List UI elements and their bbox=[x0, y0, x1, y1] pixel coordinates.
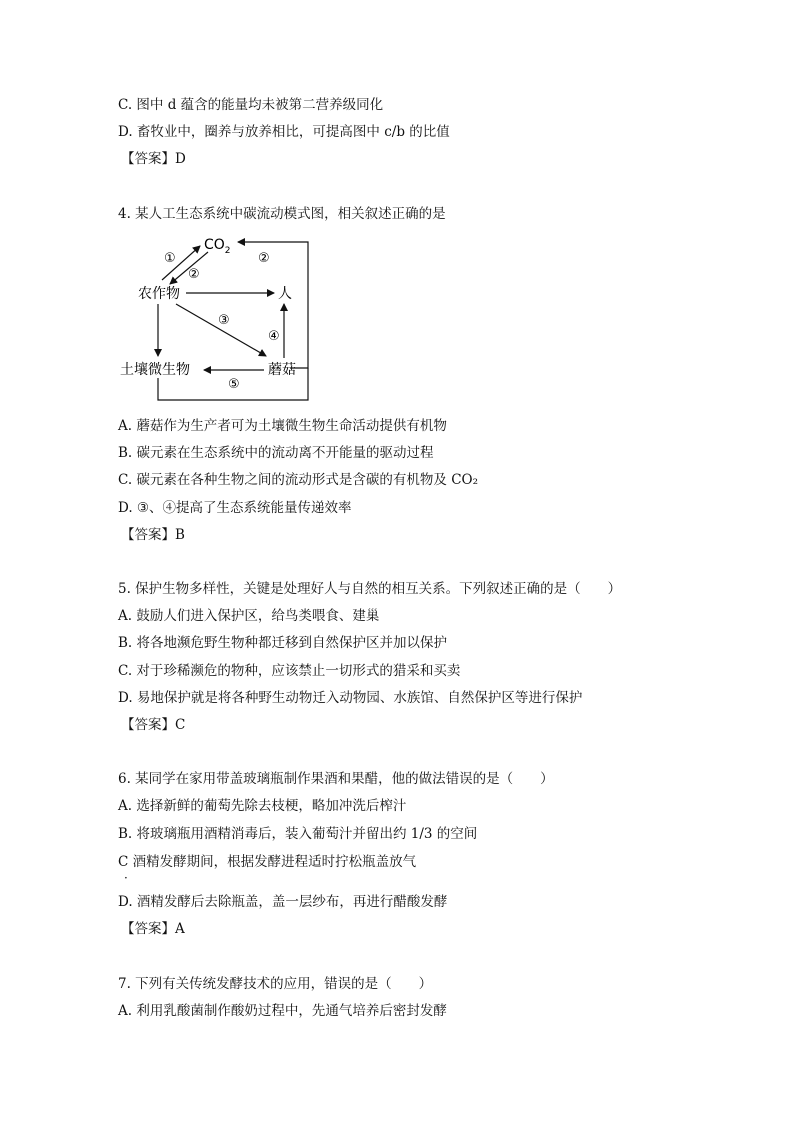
answer-prev: 【答案】D bbox=[121, 151, 186, 167]
label-1: ① bbox=[164, 251, 176, 266]
q6-option-a: A. 选择新鲜的葡萄先除去枝梗，略加冲洗后榨汁 bbox=[118, 798, 407, 814]
carbon-flow-diagram bbox=[118, 232, 318, 404]
q5-answer: 【答案】C bbox=[121, 717, 186, 733]
label-5: ⑤ bbox=[228, 377, 240, 392]
q4-option-c: C. 碳元素在各种生物之间的流动形式是含碳的有机物及 CO₂ bbox=[118, 472, 479, 488]
node-soil-microbes: 土壤微生物 bbox=[120, 362, 190, 378]
node-person: 人 bbox=[278, 286, 292, 302]
question-5: 5. 保护生物多样性，关键是处理好人与自然的相互关系。下列叙述正确的是（ ） bbox=[118, 581, 622, 597]
node-crop: 农作物 bbox=[138, 286, 180, 302]
label-2-right: ② bbox=[258, 251, 270, 266]
arrow-crop-to-mushroom bbox=[176, 304, 266, 356]
q4-answer: 【答案】B bbox=[121, 527, 185, 543]
q4-option-d: D. ③、④提高了生态系统能量传递效率 bbox=[118, 500, 352, 516]
q6-answer: 【答案】A bbox=[121, 921, 185, 937]
carbon-flow-svg bbox=[118, 232, 318, 404]
label-4: ④ bbox=[268, 329, 280, 344]
question-7: 7. 下列有关传统发酵技术的应用，错误的是（ ） bbox=[118, 976, 433, 992]
q4-option-b: B. 碳元素在生态系统中的流动离不开能量的驱动过程 bbox=[118, 445, 434, 461]
q6-option-d: D. 酒精发酵后去除瓶盖，盖一层纱布，再进行醋酸发酵 bbox=[118, 894, 448, 910]
q6-option-c-dot: · bbox=[124, 871, 128, 885]
node-mushroom: 蘑菇 bbox=[268, 362, 296, 378]
option-c-prev: C. 图中 d 蕴含的能量均未被第二营养级同化 bbox=[118, 97, 384, 113]
label-3: ③ bbox=[218, 313, 230, 328]
arrow-right-loop-to-co2 bbox=[238, 242, 308, 368]
question-6: 6. 某同学在家用带盖玻璃瓶制作果酒和果醋，他的做法错误的是（ ） bbox=[118, 771, 554, 787]
q4-option-a: A. 蘑菇作为生产者可为土壤微生物生命活动提供有机物 bbox=[118, 418, 447, 434]
option-d-prev: D. 畜牧业中，圈养与放养相比，可提高图中 c/b 的比值 bbox=[118, 124, 450, 140]
node-co2: $CO_2$ bbox=[204, 237, 231, 256]
q6-option-c: C 酒精发酵期间，根据发酵进程适时拧松瓶盖放气 bbox=[118, 854, 417, 870]
q5-option-a: A. 鼓励人们进入保护区，给鸟类喂食、建巢 bbox=[118, 608, 380, 624]
q5-option-d: D. 易地保护就是将各种野生动物迁入动物园、水族馆、自然保护区等进行保护 bbox=[118, 690, 583, 706]
label-2-left: ② bbox=[188, 267, 200, 282]
q6-option-b: B. 将玻璃瓶用酒精消毒后，装入葡萄汁并留出约 1/3 的空间 bbox=[118, 826, 478, 842]
question-4: 4. 某人工生态系统中碳流动模式图，相关叙述正确的是 bbox=[118, 206, 446, 222]
q5-option-b: B. 将各地濒危野生物种都迁移到自然保护区并加以保护 bbox=[118, 635, 448, 651]
q7-option-a: A. 利用乳酸菌制作酸奶过程中，先通气培养后密封发酵 bbox=[118, 1003, 447, 1019]
q5-option-c: C. 对于珍稀濒危的物种，应该禁止一切形式的猎采和买卖 bbox=[118, 663, 461, 679]
